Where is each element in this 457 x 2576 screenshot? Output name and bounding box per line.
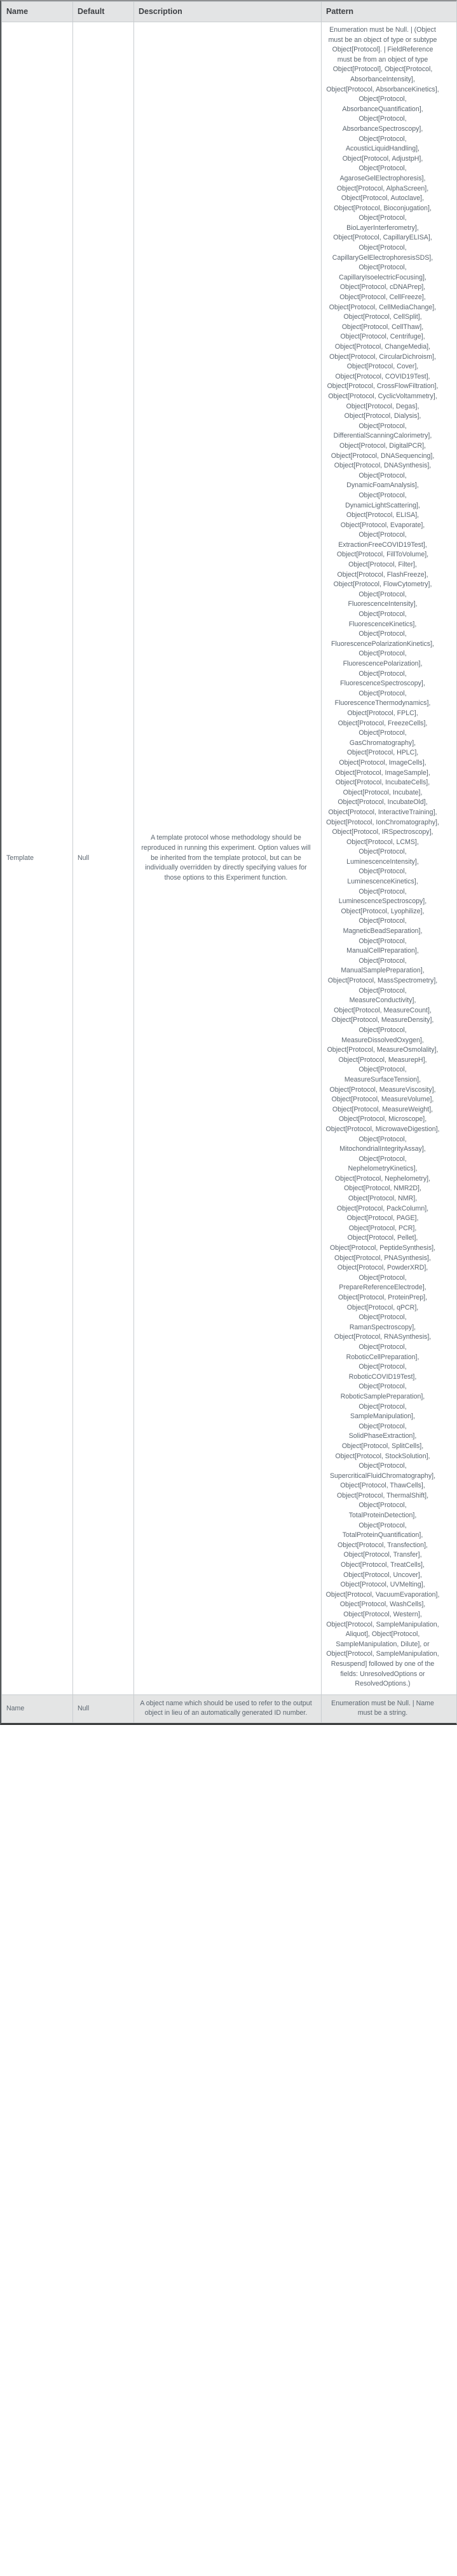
name-option-default: Null xyxy=(73,1694,134,1722)
column-header-default: Default xyxy=(73,2,134,22)
name-option-name: Name xyxy=(2,1694,73,1722)
template-option-pattern: Enumeration must be Null. | (Object must be an object of type or subtype Object[Protocol]. | FieldReference must be from an object of type Object[Protocol], Object[Protocol, AbsorbanceIntensity], Object[Protocol, AbsorbanceKinetics], Object[Protocol, AbsorbanceQuantification], Object[Protocol, AbsorbanceSpectroscopy], Object[Protocol, AcousticLiquidHandling], Object[Protocol, AdjustpH], Object[Protocol, AgaroseGelElectrophoresis], Object[Protocol, AlphaScreen], Object[Protocol, Autoclave], Object[Protocol, Bioconjugation], Object[Protocol, BioLayerInterferometry], Object[Protocol, CapillaryELISA], Object[Protocol, CapillaryGelElectrophoresisSDS], Object[Protocol, CapillaryIsoelectricFocusing], Object[Protocol, cDNAPrep], Object[Protocol, CellFreeze], Object[Protocol, CellMediaChange], Object[Protocol, CellSplit], Object[Protocol, CellThaw], Object[Protocol, Centrifuge], Object[Protocol, ChangeMedia], Object[Protocol, CircularDichroism], Object[Protocol, Cover], Object[Protocol, COVID19Test], Object[Protocol, CrossFlowFiltration], Object[Protocol, CyclicVoltammetry], Object[Protocol, Degas], Object[Protocol, Dialysis], Object[Protocol, DifferentialScanningCalorimetry], Object[Protocol, DigitalPCR], Object[Protocol, DNASequencing], Object[Protocol, DNASynthesis], Object[Protocol, DynamicFoamAnalysis], Object[Protocol, DynamicLightScattering], Object[Protocol, ELISA], Object[Protocol, Evaporate], Object[Protocol, ExtractionFreeCOVID19Test], Object[Protocol, FillToVolume], Object[Protocol, Filter], Object[Protocol, FlashFreeze], Object[Protocol, FlowCytometry], Object[Protocol, FluorescenceIntensity], Object[Protocol, FluorescenceKinetics], Object[Protocol, FluorescencePolarizationKinetics], Object[Protocol, FluorescencePolarization], Object[Protocol, FluorescenceSpectroscopy], Object[Protocol, FluorescenceThermodynamics], Object[Protocol, FPLC], Object[Protocol, FreezeCells], Object[Protocol, GasChromatography], Object[Protocol, HPLC], Object[Protocol, ImageCells], Object[Protocol, ImageSample], Object[Protocol, IncubateCells], Object[Protocol, Incubate], Object[Protocol, IncubateOld], Object[Protocol, InteractiveTraining], Object[Protocol, IonChromatography], Object[Protocol, IRSpectroscopy], Object[Protocol, LCMS], Object[Protocol, LuminescenceIntensity], Object[Protocol, LuminescenceKinetics], Object[Protocol, LuminescenceSpectroscopy], Object[Protocol, Lyophilize], Object[Protocol, MagneticBeadSeparation], Object[Protocol, ManualCellPreparation], Object[Protocol, ManualSamplePreparation], Object[Protocol, MassSpectrometry], Object[Protocol, MeasureConductivity], Object[Protocol, MeasureCount], Object[Protocol, MeasureDensity], Object[Protocol, MeasureDissolvedOxygen], Object[Protocol, MeasureOsmolality], Object[Protocol, MeasurepH], Object[Protocol, MeasureSurfaceTension], Object[Protocol, MeasureViscosity], Object[Protocol, MeasureVolume], Object[Protocol, MeasureWeight], Object[Protocol, Microscope], Object[Protocol, MicrowaveDigestion], Object[Protocol, MitochondrialIntegrityAssay], Object[Protocol, NephelometryKinetics], Object[Protocol, Nephelometry], Object[Protocol, NMR2D], Object[Protocol, NMR], Object[Protocol, PackColumn], Object[Protocol, PAGE], Object[Protocol, PCR], Object[Protocol, Pellet], Object[Protocol, PeptideSynthesis], Object[Protocol, PNASynthesis], Object[Protocol, PowderXRD], Object[Protocol, PrepareReferenceElectrode], Object[Protocol, ProteinPrep], Object[Protocol, qPCR], Object[Protocol, RamanSpectroscopy], Object[Protocol, RNASynthesis], Object[Protocol, RoboticCellPreparation], Object[Protocol, RoboticCOVID19Test], Object[Protocol, RoboticSamplePreparation], Object[Protocol, SampleManipulation], Object[Protocol, SolidPhaseExtraction], Object[Protocol, SplitCells], Object[Protocol, StockSolution], Object[Protocol, SupercriticalFluidChromatography], Object[Protocol, ThawCells], Object[Protocol, ThermalShift], Object[Protocol, TotalProteinDetection], Object[Protocol, TotalProteinQuantification], Object[Protocol, Transfection], Object[Protocol, Transfer], Object[Protocol, TreatCells], Object[Protocol, Uncover], Object[Protocol, UVMelting], Object[Protocol, VacuumEvaporation], Object[Protocol, WashCells], Object[Protocol, Western], Object[Protocol, SampleManipulation, Aliquot], Object[Protocol, SampleManipulation, Dilute], or Object[Protocol, SampleManipulation, Resuspend] followed by one of the fields: UnresolvedOptions or ResolvedOptions.) xyxy=(322,22,457,1695)
header-row xyxy=(2,2,457,22)
name-option-description: A object name which should be used to refer to the output object in lieu of an automatically generated ID number. xyxy=(134,1694,322,1722)
template-option-name: Template xyxy=(2,22,73,1695)
column-header-description: Description xyxy=(134,2,322,22)
template-option-description: A template protocol whose methodology should be reproduced in running this experiment. Option values will be inherited from the template protocol, but can be individually overridden by directly specifying values for those options to this Experiment function. xyxy=(134,22,322,1695)
name-option-pattern: Enumeration must be Null. | Name must be a string. xyxy=(322,1694,457,1722)
column-header-name: Name xyxy=(2,2,73,22)
options-table xyxy=(1,1,457,1723)
table-row-name xyxy=(2,1694,457,1722)
table-row-template xyxy=(2,22,457,1695)
template-option-default: Null xyxy=(73,22,134,1695)
column-header-pattern: Pattern xyxy=(322,2,457,22)
